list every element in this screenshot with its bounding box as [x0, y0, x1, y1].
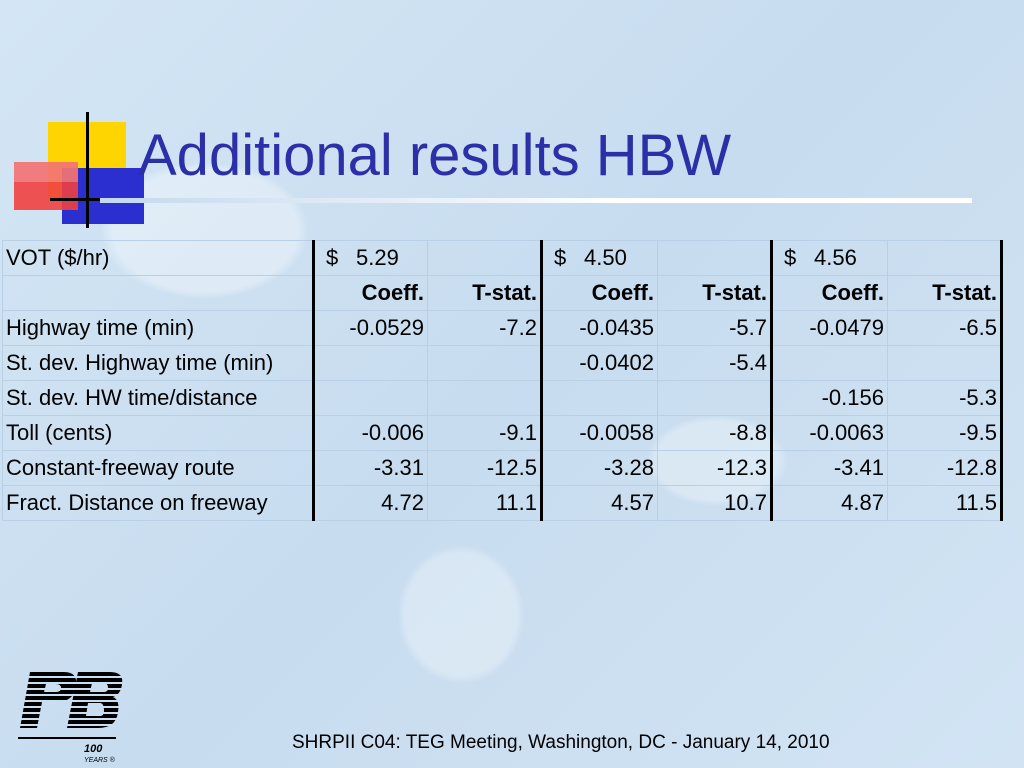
cell: -0.0435 — [542, 311, 658, 346]
cell: -9.1 — [428, 416, 542, 451]
cell: 4.87 — [772, 486, 888, 521]
cell: -9.5 — [888, 416, 1002, 451]
table-row — [3, 311, 1002, 346]
svg-text:YEARS ®: YEARS ® — [84, 757, 115, 764]
vot-value-2: $ 4.50 — [542, 241, 658, 276]
cell: 11.1 — [428, 486, 542, 521]
table-row — [3, 381, 1002, 416]
cell — [428, 346, 542, 381]
cell: -3.31 — [314, 451, 428, 486]
cell — [772, 346, 888, 381]
row-label: St. dev. HW time/distance — [3, 381, 314, 416]
results-table — [2, 240, 1003, 521]
row-label: Toll (cents) — [3, 416, 314, 451]
header-blank — [3, 276, 314, 311]
header-tstat-3: T-stat. — [888, 276, 1002, 311]
header-coeff-2: Coeff. — [542, 276, 658, 311]
vot-blank-2 — [658, 241, 772, 276]
cell: 4.57 — [542, 486, 658, 521]
cell: -0.0402 — [542, 346, 658, 381]
table-row — [3, 451, 1002, 486]
table-row — [3, 346, 1002, 381]
header-coeff-1: Coeff. — [314, 276, 428, 311]
cell — [542, 381, 658, 416]
header-tstat-2: T-stat. — [658, 276, 772, 311]
cell: -7.2 — [428, 311, 542, 346]
title-decoration — [0, 0, 160, 240]
header-coeff-3: Coeff. — [772, 276, 888, 311]
table-row — [3, 416, 1002, 451]
cell: -6.5 — [888, 311, 1002, 346]
row-label: Highway time (min) — [3, 311, 314, 346]
cell: 10.7 — [658, 486, 772, 521]
row-label: St. dev. Highway time (min) — [3, 346, 314, 381]
cell: -0.156 — [772, 381, 888, 416]
cell: -0.006 — [314, 416, 428, 451]
row-label: Fract. Distance on freeway — [3, 486, 314, 521]
cell: -3.28 — [542, 451, 658, 486]
vot-row — [3, 241, 1002, 276]
table-row — [3, 486, 1002, 521]
vot-blank-3 — [888, 241, 1002, 276]
cell: 11.5 — [888, 486, 1002, 521]
vot-value-3: $ 4.56 — [772, 241, 888, 276]
title-underline — [100, 198, 972, 203]
cell — [658, 381, 772, 416]
cell — [888, 346, 1002, 381]
cell: -3.41 — [772, 451, 888, 486]
cell: -12.5 — [428, 451, 542, 486]
cell: 4.72 — [314, 486, 428, 521]
header-row — [3, 276, 1002, 311]
cell: -5.4 — [658, 346, 772, 381]
cell: -12.3 — [658, 451, 772, 486]
cell: -0.0479 — [772, 311, 888, 346]
slide-footer: SHRPII C04: TEG Meeting, Washington, DC - January 14, 2010 — [292, 732, 830, 753]
cell — [314, 381, 428, 416]
header-tstat-1: T-stat. — [428, 276, 542, 311]
cell: -0.0058 — [542, 416, 658, 451]
cell: -5.7 — [658, 311, 772, 346]
cell: -5.3 — [888, 381, 1002, 416]
slide-title: Additional results HBW — [138, 123, 732, 188]
cell: -12.8 — [888, 451, 1002, 486]
vot-blank-1 — [428, 241, 542, 276]
pb-logo — [16, 666, 126, 766]
row-label: Constant-freeway route — [3, 451, 314, 486]
cell — [428, 381, 542, 416]
vot-label: VOT ($/hr) — [3, 241, 314, 276]
svg-text:100: 100 — [84, 743, 103, 755]
cell: -8.8 — [658, 416, 772, 451]
cell: -0.0529 — [314, 311, 428, 346]
cell — [314, 346, 428, 381]
vot-value-1: $ 5.29 — [314, 241, 428, 276]
cell: -0.0063 — [772, 416, 888, 451]
